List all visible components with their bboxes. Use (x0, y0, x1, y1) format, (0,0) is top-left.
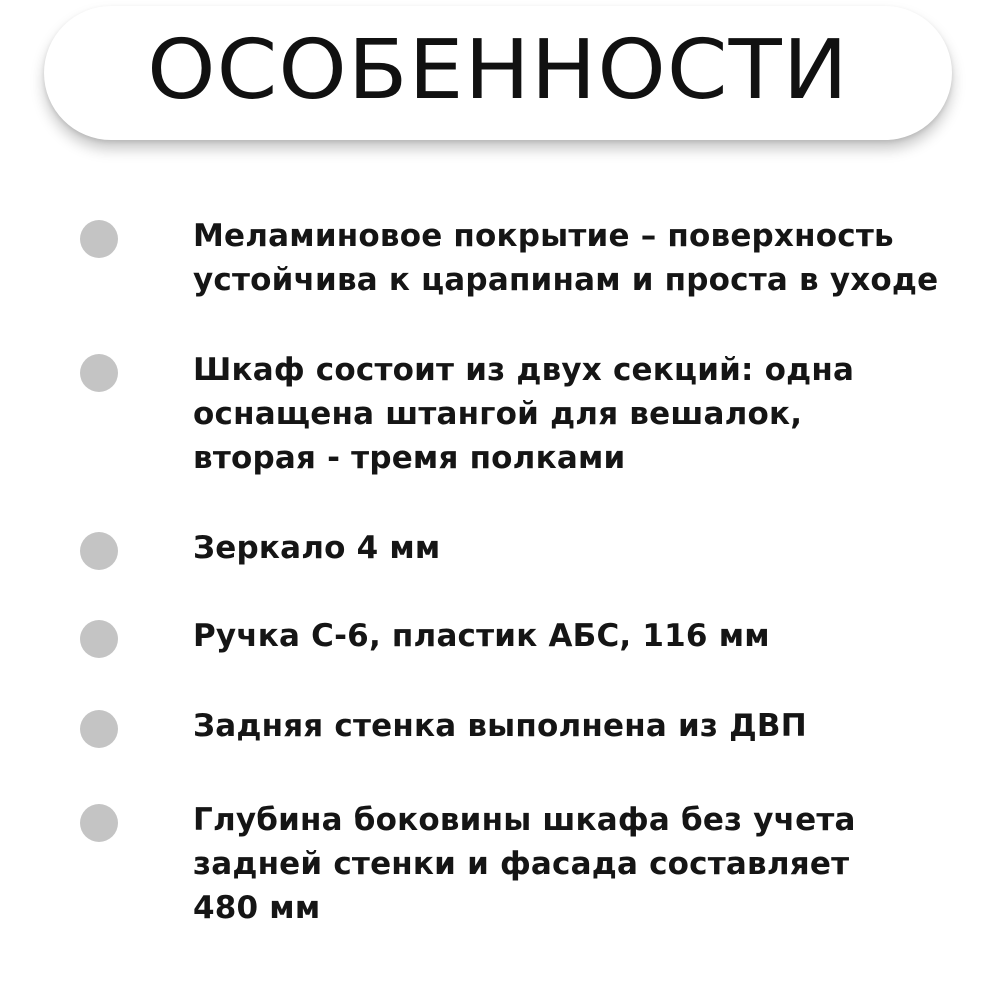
feature-line: Зеркало 4 мм (193, 530, 441, 566)
bullet-icon (80, 354, 118, 392)
feature-text (193, 348, 953, 480)
feature-line: Глубина боковины шкафа без учета (193, 802, 856, 838)
feature-line: задней стенки и фасада составляет (193, 846, 850, 882)
feature-line: Шкаф состоит из двух секций: одна (193, 352, 855, 388)
bullet-icon (80, 532, 118, 570)
page-title: ОСОБЕННОСТИ (147, 23, 849, 118)
title-banner (44, 6, 952, 140)
bullet-icon (80, 710, 118, 748)
feature-text (193, 214, 953, 302)
bullet-icon (80, 220, 118, 258)
feature-line: Ручка С-6, пластик АБС, 116 мм (193, 618, 770, 654)
feature-line: оснащена штангой для вешалок, (193, 396, 803, 432)
feature-text (193, 704, 953, 748)
feature-line: Меламиновое покрытие – поверхность (193, 218, 894, 254)
feature-line: вторая - тремя полками (193, 440, 626, 476)
feature-text (193, 526, 953, 570)
feature-line: 480 мм (193, 890, 321, 926)
feature-line: Задняя стенка выполнена из ДВП (193, 708, 807, 744)
feature-text (193, 614, 953, 658)
bullet-icon (80, 804, 118, 842)
feature-line: устойчива к царапинам и проста в уходе (193, 262, 939, 298)
feature-text (193, 798, 953, 930)
bullet-icon (80, 620, 118, 658)
